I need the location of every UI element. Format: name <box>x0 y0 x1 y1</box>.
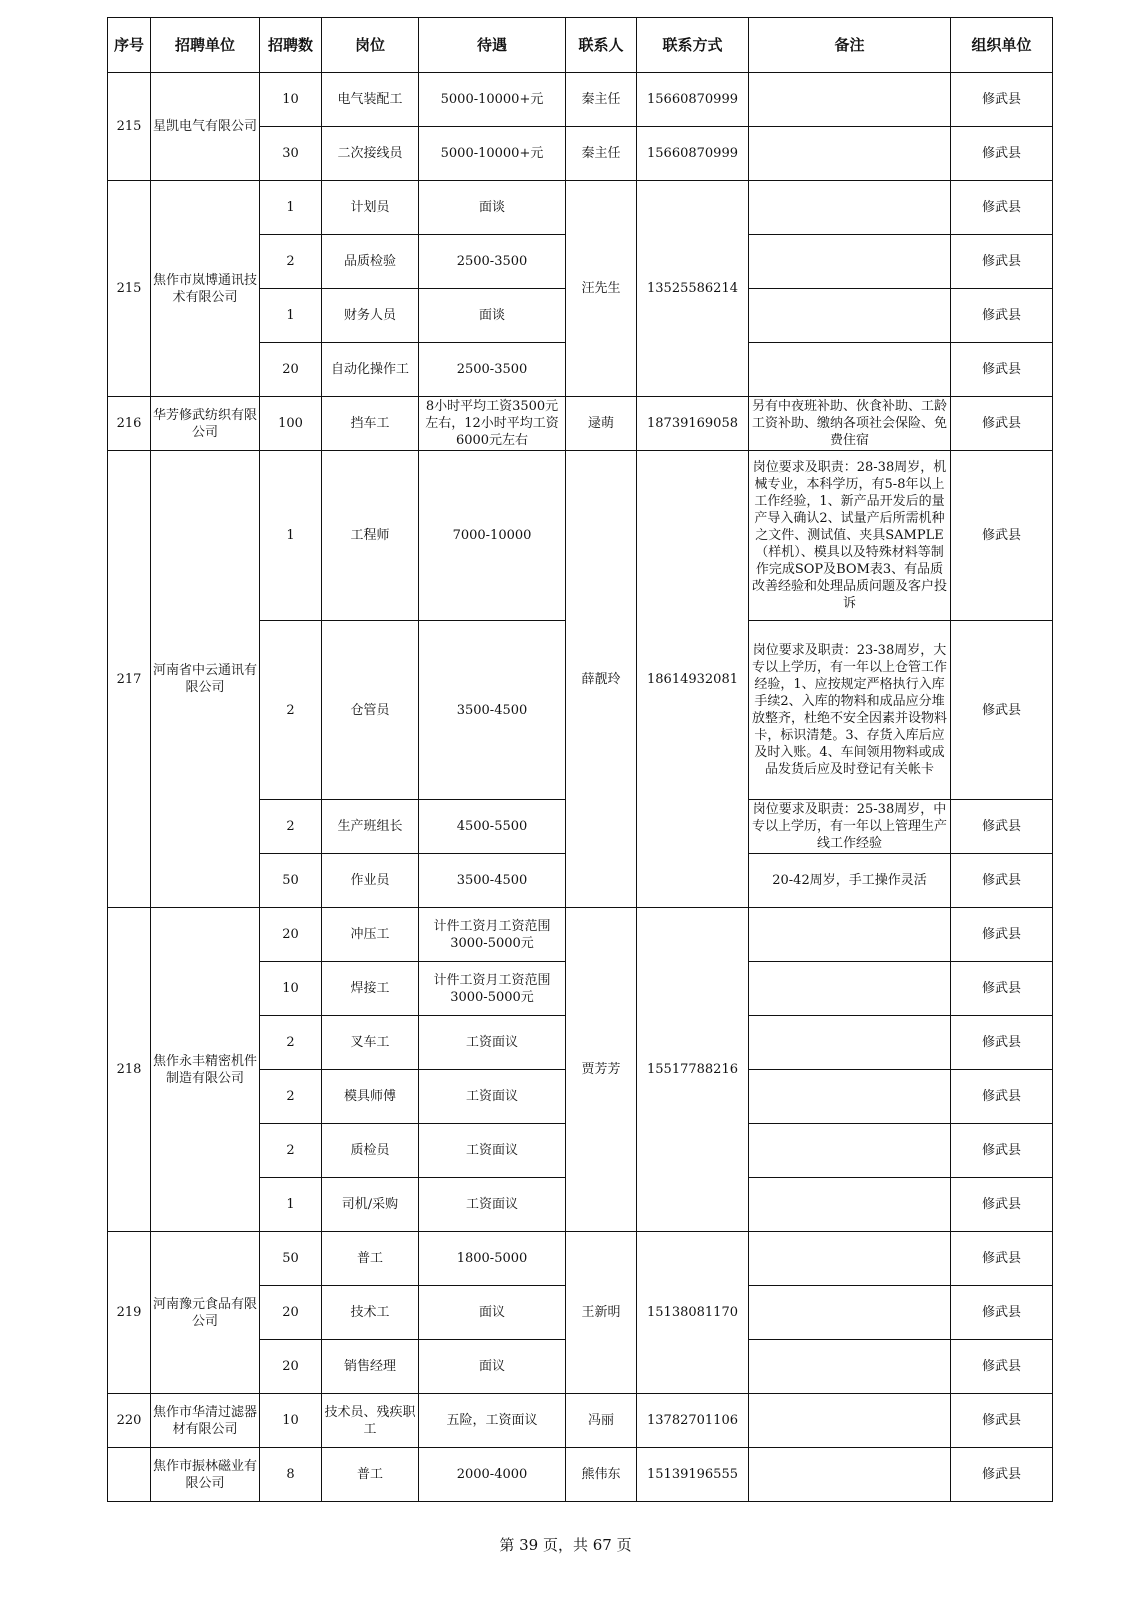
phone-cell: 15660870999 <box>637 73 749 127</box>
phone-cell: 15517788216 <box>637 908 749 1232</box>
count-cell: 2 <box>260 1070 322 1124</box>
position-cell: 焊接工 <box>322 962 419 1016</box>
note-cell <box>749 289 951 343</box>
pay-cell: 面谈 <box>419 181 566 235</box>
seq-cell: 216 <box>108 397 151 451</box>
note-cell <box>749 73 951 127</box>
pay-cell: 工资面议 <box>419 1124 566 1178</box>
header-position: 岗位 <box>322 18 419 73</box>
position-cell: 冲压工 <box>322 908 419 962</box>
contact-cell: 熊伟东 <box>566 1448 637 1502</box>
seq-cell: 220 <box>108 1394 151 1448</box>
note-cell <box>749 1394 951 1448</box>
seq-cell: 215 <box>108 181 151 397</box>
note-cell <box>749 1178 951 1232</box>
note-cell <box>749 127 951 181</box>
pay-cell: 5000-10000+元 <box>419 127 566 181</box>
position-cell: 挡车工 <box>322 397 419 451</box>
position-cell: 普工 <box>322 1448 419 1502</box>
header-contact: 联系人 <box>566 18 637 73</box>
header-pay: 待遇 <box>419 18 566 73</box>
header-company: 招聘单位 <box>151 18 260 73</box>
org-cell: 修武县 <box>951 235 1053 289</box>
phone-cell: 13525586214 <box>637 181 749 397</box>
recruitment-table <box>107 17 1053 1502</box>
position-cell: 质检员 <box>322 1124 419 1178</box>
note-cell <box>749 235 951 289</box>
position-cell: 品质检验 <box>322 235 419 289</box>
note-cell <box>749 1124 951 1178</box>
org-cell: 修武县 <box>951 1178 1053 1232</box>
count-cell: 50 <box>260 1232 322 1286</box>
company-cell: 焦作市华清过滤器材有限公司 <box>151 1394 260 1448</box>
count-cell: 1 <box>260 181 322 235</box>
pay-cell: 3500-4500 <box>419 854 566 908</box>
position-cell: 仓管员 <box>322 621 419 800</box>
note-cell: 岗位要求及职责：28-38周岁，机械专业，本科学历，有5-8年以上工作经验，1、新产品开发后的量产导入确认2、试量产后所需机种之文件、测试值、夹具SAMPLE（样机）、模具以及特殊材料等制作完成SOP及BOM表3、有品质改善经验和处理品质问题及客户投诉 <box>749 451 951 621</box>
contact-cell: 冯丽 <box>566 1394 637 1448</box>
company-cell: 河南豫元食品有限公司 <box>151 1232 260 1394</box>
header-row <box>108 18 1053 73</box>
org-cell: 修武县 <box>951 1286 1053 1340</box>
position-cell: 技术工 <box>322 1286 419 1340</box>
company-cell: 焦作市岚博通讯技术有限公司 <box>151 181 260 397</box>
table-row <box>108 397 1053 451</box>
pay-cell: 2000-4000 <box>419 1448 566 1502</box>
table-row <box>108 451 1053 621</box>
contact-cell: 秦主任 <box>566 73 637 127</box>
org-cell: 修武县 <box>951 289 1053 343</box>
position-cell: 财务人员 <box>322 289 419 343</box>
count-cell: 10 <box>260 1394 322 1448</box>
count-cell: 1 <box>260 289 322 343</box>
position-cell: 叉车工 <box>322 1016 419 1070</box>
count-cell: 2 <box>260 621 322 800</box>
position-cell: 自动化操作工 <box>322 343 419 397</box>
company-cell: 焦作市振林磁业有限公司 <box>151 1448 260 1502</box>
count-cell: 20 <box>260 343 322 397</box>
contact-cell: 汪先生 <box>566 181 637 397</box>
note-cell <box>749 1232 951 1286</box>
note-cell: 岗位要求及职责：25-38周岁，中专以上学历，有一年以上管理生产线工作经验 <box>749 800 951 854</box>
pay-cell: 工资面议 <box>419 1070 566 1124</box>
company-cell: 焦作永丰精密机件制造有限公司 <box>151 908 260 1232</box>
phone-cell: 18614932081 <box>637 451 749 908</box>
position-cell: 工程师 <box>322 451 419 621</box>
position-cell: 司机/采购 <box>322 1178 419 1232</box>
pay-cell: 4500-5500 <box>419 800 566 854</box>
header-note: 备注 <box>749 18 951 73</box>
org-cell: 修武县 <box>951 451 1053 621</box>
pay-cell: 8小时平均工资3500元左右，12小时平均工资6000元左右 <box>419 397 566 451</box>
position-cell: 普工 <box>322 1232 419 1286</box>
seq-cell: 219 <box>108 1232 151 1394</box>
org-cell: 修武县 <box>951 962 1053 1016</box>
pay-cell: 五险，工资面议 <box>419 1394 566 1448</box>
note-cell <box>749 962 951 1016</box>
org-cell: 修武县 <box>951 127 1053 181</box>
pay-cell: 计件工资月工资范围3000-5000元 <box>419 962 566 1016</box>
count-cell: 2 <box>260 800 322 854</box>
contact-cell: 秦主任 <box>566 127 637 181</box>
pay-cell: 7000-10000 <box>419 451 566 621</box>
pay-cell: 2500-3500 <box>419 343 566 397</box>
org-cell: 修武县 <box>951 1124 1053 1178</box>
company-cell: 华芳修武纺织有限公司 <box>151 397 260 451</box>
position-cell: 模具师傅 <box>322 1070 419 1124</box>
org-cell: 修武县 <box>951 800 1053 854</box>
pay-cell: 面议 <box>419 1340 566 1394</box>
table-row <box>108 1394 1053 1448</box>
phone-cell: 15660870999 <box>637 127 749 181</box>
pay-cell: 2500-3500 <box>419 235 566 289</box>
pay-cell: 面谈 <box>419 289 566 343</box>
pay-cell: 3500-4500 <box>419 621 566 800</box>
seq-cell <box>108 1448 151 1502</box>
position-cell: 作业员 <box>322 854 419 908</box>
count-cell: 10 <box>260 962 322 1016</box>
org-cell: 修武县 <box>951 181 1053 235</box>
header-seq: 序号 <box>108 18 151 73</box>
count-cell: 50 <box>260 854 322 908</box>
org-cell: 修武县 <box>951 1448 1053 1502</box>
position-cell: 生产班组长 <box>322 800 419 854</box>
page-footer: 第 39 页，共 67 页 <box>499 1536 632 1554</box>
count-cell: 20 <box>260 908 322 962</box>
note-cell: 另有中夜班补助、伙食补助、工龄工资补助、缴纳各项社会保险、免费住宿 <box>749 397 951 451</box>
count-cell: 20 <box>260 1286 322 1340</box>
note-cell <box>749 1340 951 1394</box>
phone-cell: 15139196555 <box>637 1448 749 1502</box>
pay-cell: 工资面议 <box>419 1016 566 1070</box>
note-cell <box>749 1070 951 1124</box>
org-cell: 修武县 <box>951 73 1053 127</box>
count-cell: 2 <box>260 1016 322 1070</box>
org-cell: 修武县 <box>951 621 1053 800</box>
org-cell: 修武县 <box>951 1016 1053 1070</box>
company-cell: 星凯电气有限公司 <box>151 73 260 181</box>
contact-cell: 王新明 <box>566 1232 637 1394</box>
table-row <box>108 1232 1053 1286</box>
table-row <box>108 181 1053 235</box>
count-cell: 8 <box>260 1448 322 1502</box>
note-cell <box>749 343 951 397</box>
org-cell: 修武县 <box>951 854 1053 908</box>
note-cell <box>749 1016 951 1070</box>
seq-cell: 217 <box>108 451 151 908</box>
org-cell: 修武县 <box>951 1394 1053 1448</box>
org-cell: 修武县 <box>951 1232 1053 1286</box>
count-cell: 10 <box>260 73 322 127</box>
table-body <box>108 73 1053 1502</box>
position-cell: 计划员 <box>322 181 419 235</box>
position-cell: 电气装配工 <box>322 73 419 127</box>
org-cell: 修武县 <box>951 343 1053 397</box>
company-cell: 河南省中云通讯有限公司 <box>151 451 260 908</box>
header-org: 组织单位 <box>951 18 1053 73</box>
table-row <box>108 908 1053 962</box>
count-cell: 2 <box>260 235 322 289</box>
count-cell: 30 <box>260 127 322 181</box>
seq-cell: 215 <box>108 73 151 181</box>
count-cell: 2 <box>260 1124 322 1178</box>
contact-cell: 贾芳芳 <box>566 908 637 1232</box>
position-cell: 销售经理 <box>322 1340 419 1394</box>
count-cell: 1 <box>260 451 322 621</box>
count-cell: 100 <box>260 397 322 451</box>
pay-cell: 计件工资月工资范围3000-5000元 <box>419 908 566 962</box>
position-cell: 技术员、残疾职工 <box>322 1394 419 1448</box>
position-cell: 二次接线员 <box>322 127 419 181</box>
note-cell: 岗位要求及职责：23-38周岁，大专以上学历，有一年以上仓管工作经验，1、应按规定严格执行入库手续2、入库的物料和成品应分堆放整齐，杜绝不安全因素并设物料卡，标识清楚。3、存货入库后应及时入账。4、车间领用物料或成品发货后应及时登记有关帐卡 <box>749 621 951 800</box>
pay-cell: 工资面议 <box>419 1178 566 1232</box>
org-cell: 修武县 <box>951 397 1053 451</box>
contact-cell: 薛靓玲 <box>566 451 637 908</box>
table-row <box>108 73 1053 127</box>
phone-cell: 18739169058 <box>637 397 749 451</box>
count-cell: 1 <box>260 1178 322 1232</box>
pay-cell: 面议 <box>419 1286 566 1340</box>
org-cell: 修武县 <box>951 1340 1053 1394</box>
header-count: 招聘数 <box>260 18 322 73</box>
note-cell: 20-42周岁，手工操作灵活 <box>749 854 951 908</box>
pay-cell: 5000-10000+元 <box>419 73 566 127</box>
pay-cell: 1800-5000 <box>419 1232 566 1286</box>
table-row <box>108 1448 1053 1502</box>
phone-cell: 15138081170 <box>637 1232 749 1394</box>
seq-cell: 218 <box>108 908 151 1232</box>
note-cell <box>749 181 951 235</box>
org-cell: 修武县 <box>951 1070 1053 1124</box>
header-phone: 联系方式 <box>637 18 749 73</box>
org-cell: 修武县 <box>951 908 1053 962</box>
note-cell <box>749 908 951 962</box>
count-cell: 20 <box>260 1340 322 1394</box>
note-cell <box>749 1286 951 1340</box>
phone-cell: 13782701106 <box>637 1394 749 1448</box>
note-cell <box>749 1448 951 1502</box>
contact-cell: 逯萌 <box>566 397 637 451</box>
